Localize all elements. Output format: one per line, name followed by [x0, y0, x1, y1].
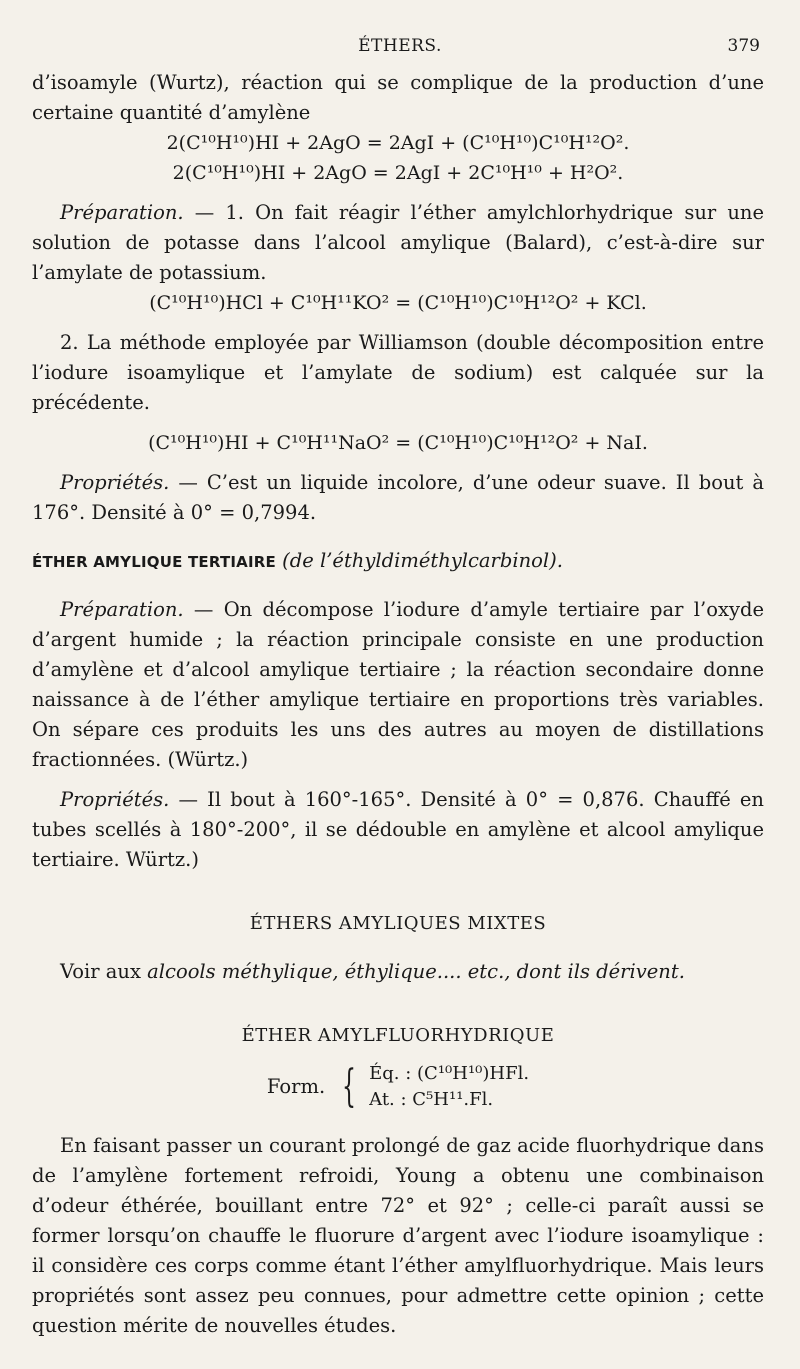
- formula-atomic: At. : C⁵H¹¹.Fl.: [369, 1089, 494, 1110]
- proprietes-1-text: — C’est un liquide incolore, d’une odeur suave. Il bout à 176°. Densité à 0° = 0,7994.: [32, 471, 764, 524]
- form-label: Form.: [266, 1075, 326, 1098]
- label-preparation-2: Préparation.: [60, 598, 184, 621]
- heading-ether-amylfluorhydrique: ÉTHER AMYLFLUORHYDRIQUE: [241, 1025, 555, 1046]
- formula-lines: [369, 1061, 529, 1113]
- label-preparation: Préparation.: [60, 201, 184, 224]
- paragraph-williamson: 2. La méthode employée par Williamson (double décomposition entre l’iodure isoamylique et l’amylate de sodium) est calquée sur la précédente.: [32, 331, 764, 414]
- page-header: [30, 36, 770, 60]
- running-head: ÉTHERS.: [358, 36, 442, 56]
- equation-1: 2(C¹⁰H¹⁰)HI + 2AgO = 2AgI + (C¹⁰H¹⁰)C¹⁰H¹²O².: [166, 132, 630, 154]
- paragraph-proprietes-2: [32, 785, 764, 875]
- equation-2: 2(C¹⁰H¹⁰)HI + 2AgO = 2AgI + 2C¹⁰H¹⁰ + H²O².: [172, 162, 624, 184]
- heading-ethers-mixtes: ÉTHERS AMYLIQUES MIXTES: [249, 913, 547, 934]
- equation-3: (C¹⁰H¹⁰)HCl + C¹⁰H¹¹KO² = (C¹⁰H¹⁰)C¹⁰H¹²O² + KCl.: [149, 292, 647, 314]
- left-brace: {: [342, 1061, 357, 1112]
- proprietes-2-text: — Il bout à 160°-165°. Densité à 0° = 0,876. Chauffé en tubes scellés à 180°-200°, il se dédouble en amylène et alcool amylique tertiaire. Würtz.): [32, 788, 764, 871]
- ether-tertiaire-italic: (de l’éthyldiméthylcarbinol).: [282, 549, 563, 572]
- voir-aux-italic: alcools méthylique, éthylique.... etc., dont ils dérivent.: [147, 960, 685, 983]
- paragraph-proprietes-1: [32, 468, 764, 528]
- ether-tertiaire-caps: ÉTHER AMYLIQUE TERTIAIRE: [32, 553, 276, 571]
- preparation-2-text: — On décompose l’iodure d’amyle tertiaire par l’oxyde d’argent humide ; la réaction principale consiste en une production d’amylène et d’alcool amylique tertiaire ; la réaction secondaire donne naissance à de l’éther amylique tertiaire en proportions très variables. On sépare ces produits les uns des autres au moyen de distillations fractionnées. (Würtz.): [32, 598, 764, 771]
- paragraph-voir-aux: [32, 957, 764, 987]
- page-number: 379: [727, 36, 760, 56]
- page-content: [32, 68, 764, 1341]
- preparation-1-text: — 1. On fait réagir l’éther amylchlorhydrique sur une solution de potasse dans l’alcool amylique (Balard), c’est-à-dire sur l’amylate de potassium.: [32, 201, 764, 284]
- formula-block: [32, 1061, 764, 1113]
- equation-4: (C¹⁰H¹⁰)HI + C¹⁰H¹¹NaO² = (C¹⁰H¹⁰)C¹⁰H¹²O² + NaI.: [148, 432, 648, 454]
- paragraph-intro: d’isoamyle (Wurtz), réaction qui se complique de la production d’une certaine quantité d’amylène: [32, 71, 764, 124]
- formula-equivalent: Éq. : (C¹⁰H¹⁰)HFl.: [369, 1063, 530, 1084]
- voir-aux-prefix: Voir aux: [60, 960, 148, 983]
- heading-ether-tertiaire: [32, 546, 764, 577]
- label-proprietes-2: Propriétés.: [60, 788, 170, 811]
- paragraph-preparation-1: [32, 198, 764, 288]
- label-proprietes: Propriétés.: [60, 471, 170, 494]
- paragraph-final: En faisant passer un courant prolongé de gaz acide fluorhydrique dans de l’amylène fortement refroidi, Young a obtenu une combinaison d’odeur éthérée, bouillant entre 72° et 92° ; celle-ci paraît aussi se former lorsqu’on chauffe le fluorure d’argent avec l’iodure isoamylique : il considère ces corps comme étant l’éther amylfluorhydrique. Mais leurs propriétés sont assez peu connues, pour admettre cette opinion ; cette question mérite de nouvelles études.: [32, 1134, 764, 1337]
- paragraph-preparation-2: [32, 595, 764, 775]
